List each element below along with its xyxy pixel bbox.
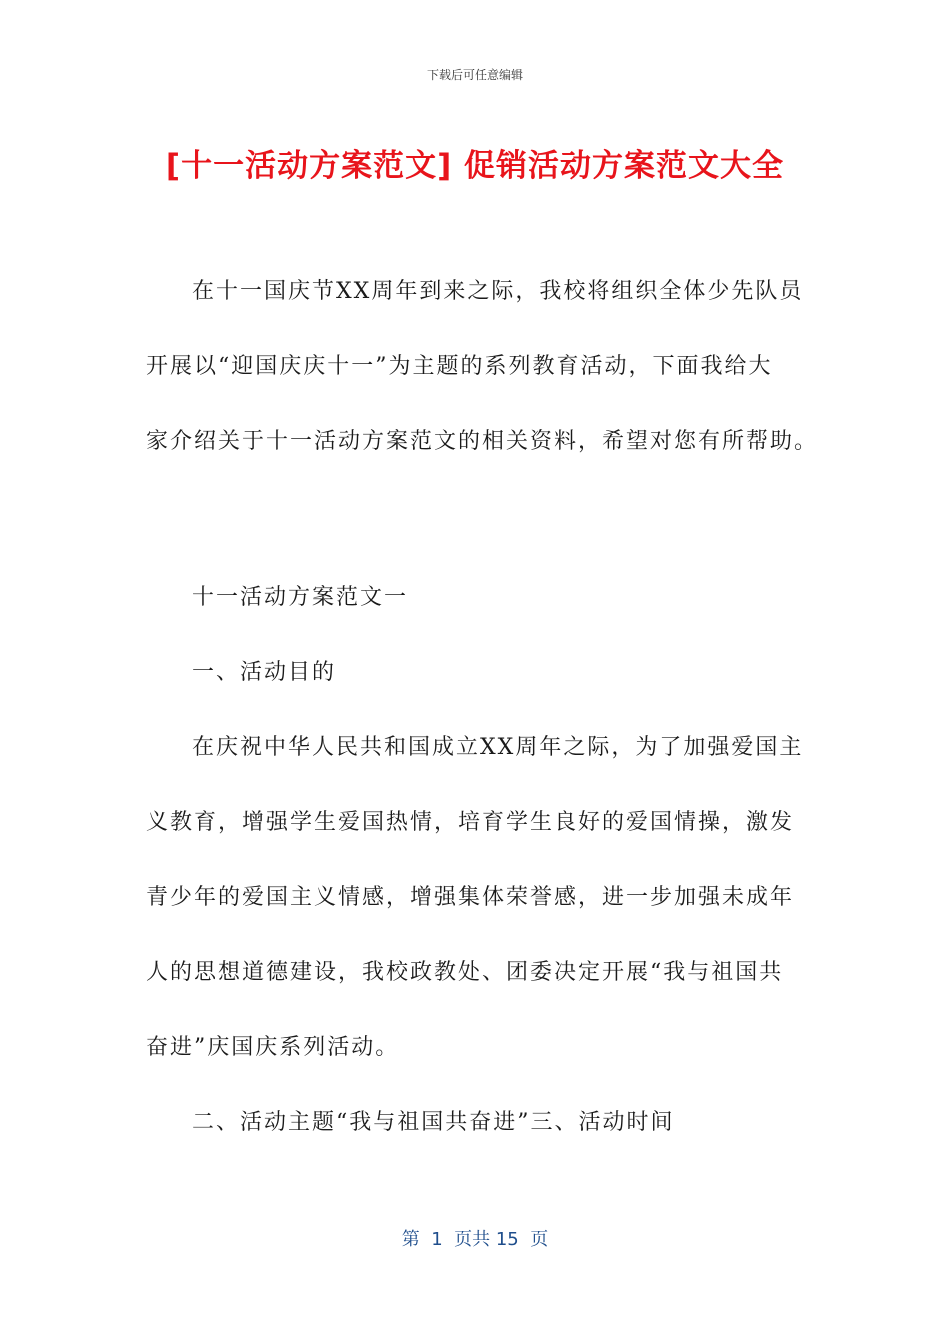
text-line: 开展以“迎国庆庆十一”为主题的系列教育活动，下面我给大 — [146, 354, 773, 379]
document-title: [十一活动方案范文] 促销活动方案范文大全 — [165, 148, 785, 184]
page-footer: 第 1 页共 15 页 — [401, 1229, 549, 1250]
text-line: 在庆祝中华人民共和国成立XX周年之际，为了加强爱国主 — [192, 735, 804, 760]
text-line: 义教育，增强学生爱国热情，培育学生良好的爱国情操，激发 — [146, 810, 795, 835]
section-title: 十一活动方案范文一 — [192, 585, 409, 610]
intro-paragraph — [146, 272, 819, 462]
document-body — [146, 272, 819, 1143]
text-line: 青少年的爱国主义情感，增强集体荣誉感，进一步加强未成年 — [146, 885, 795, 910]
text-line: 人的思想道德建设，我校政教处、团委决定开展“我与祖国共 — [146, 960, 784, 985]
heading-theme: 二、活动主题“我与祖国共奋进”三、活动时间 — [192, 1110, 675, 1135]
text-line: 奋进”庆国庆系列活动。 — [146, 1035, 400, 1060]
purpose-paragraph — [146, 728, 806, 1068]
header-note: 下载后可任意编辑 — [426, 68, 523, 82]
text-line: 在十一国庆节XX周年到来之际，我校将组织全体少先队员 — [192, 279, 804, 304]
text-line: 家介绍关于十一活动方案范文的相关资料，希望对您有所帮助。 — [146, 429, 819, 454]
heading-purpose: 一、活动目的 — [192, 660, 337, 685]
